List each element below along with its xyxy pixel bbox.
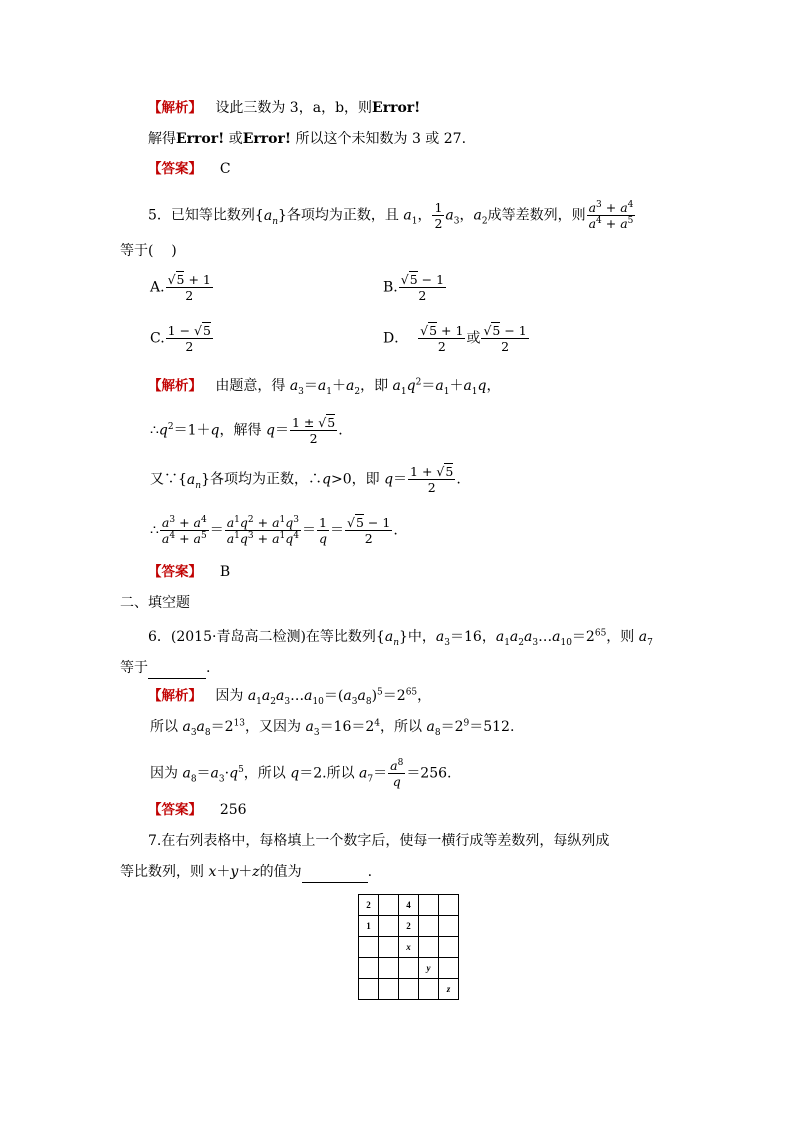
grid-cell [379, 937, 399, 958]
grid-cell: x [399, 937, 419, 958]
answer-tag: 【答案】 [148, 564, 202, 580]
q5-analysis-line1: 【解析】 由题意，得 $a_3=a_1+a_2$，即 $a_1q^2=a_1+a_1q$， [148, 377, 501, 397]
option-den: 2 [185, 339, 194, 354]
q5-stem-mid2: 成等差数列，则 [487, 207, 586, 224]
q6-analysis-line3: 因为 $a_8=a_3\cdot q^5$，所以 q＝2.所以 $a_7=$ $\frac{a^8}{q}$ ＝256. [150, 757, 452, 789]
grid-row [359, 937, 459, 958]
q5-answer-line [148, 562, 230, 582]
q6-analysis-text: 因为 [215, 688, 248, 704]
grid-cell [419, 916, 439, 937]
answer-tag: 【答案】 [148, 161, 202, 177]
option-c: C. $\frac{1 - √5}{2}$ [150, 323, 211, 354]
therefore-symbol: ∴ [150, 422, 159, 439]
q6-answer: 256 [219, 802, 247, 818]
grid-cell [439, 895, 459, 916]
q5-analysis-text: }各项均为正数，∴ [201, 471, 322, 488]
q5-analysis-text: ，即 [360, 378, 393, 394]
q6-stem-mid: }中， [398, 629, 436, 645]
grid-cell [399, 979, 419, 1000]
fill-blank[interactable] [148, 658, 206, 679]
grid-row [359, 895, 459, 916]
q4-analysis-text: 设此三数为 3，a，b，则 [215, 100, 373, 116]
q6-equals: 等于 [120, 660, 148, 676]
q6-stem-line: 6．(2015·青岛高二检测)在等比数列$\{a_n\}$中，$a_3=16$，$a_1a_2a_3\dots a_{10}=2^{65}$，则 $a_7$ [148, 628, 653, 648]
grid-cell [439, 937, 459, 958]
q7-stem-text: 的值为 [259, 864, 302, 880]
q5-analysis-text: 又∵{ [150, 471, 187, 488]
q5-analysis-text: ，即 [351, 471, 385, 488]
option-label: C. [150, 330, 165, 347]
q4-answer: C [219, 161, 231, 177]
grid-cell [439, 958, 459, 979]
option-den: 2 [185, 288, 194, 303]
q5-stem-tail [120, 241, 177, 261]
q7-stem-line2: 等比数列，则 x＋y＋z的值为 . [120, 862, 372, 883]
q5-analysis-line4: ∴ $\frac{a^3 + a^4}{a^4 + a^5}$ ＝ $\frac{a^1q^2 + a^1q^3}{a^1q^3 + a^1q^4}$ ＝ $\frac{1}{q}$ ＝ $\frac{√5 - 1}{2}$ . [150, 514, 398, 546]
q5-analysis-line3: 又$\because\{a_n\}$各项均为正数，∴q>0，即 q＝ $\frac{1 + √5}{2}$ . [150, 464, 461, 495]
option-or: 或 [466, 330, 481, 347]
q6-stem-tail: ，则 [606, 629, 639, 645]
q4-answer-line [148, 159, 231, 179]
q4-solve-prefix: 解得 [148, 131, 176, 147]
q5-analysis-text: ，解得 [219, 422, 266, 439]
q5-analysis-line2: $\therefore q^2=1+q$，解得 q＝ $\frac{1 \pm √5}{2}$ . [150, 415, 343, 446]
grid-cell [379, 916, 399, 937]
q7-stem-text: 等比数列，则 [120, 864, 209, 880]
fill-blank[interactable] [302, 862, 368, 883]
q6-analysis-text: ，又因为 [245, 719, 306, 735]
q6-answer-line [148, 800, 247, 820]
grid-cell: z [439, 979, 459, 1000]
grid-cell [419, 895, 439, 916]
q6-analysis-text: ，所以 [243, 765, 291, 782]
grid-cell [419, 979, 439, 1000]
grid-cell [399, 958, 419, 979]
q6-analysis-text: 因为 [150, 765, 183, 782]
grid-cell [439, 916, 459, 937]
q5-equals: 等于( [120, 243, 154, 259]
q6-analysis-text: 所以 [150, 719, 183, 735]
grid-cell [359, 958, 379, 979]
q5-answer: B [219, 564, 231, 580]
grid-cell [379, 958, 399, 979]
grid-cell [359, 979, 379, 1000]
grid-row [359, 958, 459, 979]
q5-stem-prefix: 5．已知等比数列{ [148, 207, 264, 224]
option-a: A. $\frac{√5 + 1}{2}$ [150, 272, 211, 303]
q4-conclusion: 所以这个未知数为 3 或 27. [295, 131, 467, 147]
error-text: Error! [372, 100, 421, 116]
option-label: B. [383, 279, 398, 296]
grid-cell: y [419, 958, 439, 979]
q6-analysis-line1: 【解析】 因为 $a_1a_2a_3\dots a_{10}=(a_3a_8)^5=2^{65}$， [148, 687, 432, 707]
grid-cell: 4 [399, 895, 419, 916]
option-b: B. $\frac{√5 - 1}{2}$ [383, 272, 445, 303]
q5-analysis-text: 由题意，得 [215, 378, 290, 394]
grid-cell: 2 [359, 895, 379, 916]
q5-stem-line: 5．已知等比数列$\{a_n\}$各项均为正数，且 $a_1$， $\frac{1}{2}$ $a_3$，$a_2$成等差数列，则 $\frac{a^3 + a^4}{a^4 + a^5}$ [148, 199, 634, 231]
q7-stem-line1: 7.在右列表格中，每格填上一个数字后，使每一横行成等差数列，每纵列成 [148, 833, 610, 849]
analysis-tag: 【解析】 [148, 688, 202, 704]
number-grid-table [358, 894, 459, 1000]
grid-row [359, 916, 459, 937]
q4-analysis-line [148, 98, 420, 118]
q6-blank-line [120, 658, 210, 679]
option-label: D． [383, 330, 409, 347]
option-den: 2 [437, 339, 446, 354]
error-text: Error! [242, 131, 292, 147]
error-text: Error! [176, 131, 225, 147]
q6-stem-prefix: 6．(2015·青岛高二检测)在等比数列{ [148, 629, 385, 645]
q6-analysis-text: ，所以 [380, 719, 427, 735]
option-label: A. [150, 279, 165, 296]
analysis-tag: 【解析】 [148, 378, 202, 394]
q5-paren: ) [171, 243, 177, 259]
grid-cell [379, 979, 399, 1000]
period: . [367, 864, 373, 880]
grid-cell [359, 937, 379, 958]
period: . [206, 660, 211, 676]
q6-analysis-line2: 所以 $a_3a_8=2^{13}$，又因为 $a_3=16=2^4$，所以 $a_8=2^9=512$. [150, 718, 515, 738]
option-den: 2 [418, 288, 427, 303]
grid-cell: 1 [359, 916, 379, 937]
grid-cell [419, 937, 439, 958]
analysis-tag: 【解析】 [148, 100, 202, 116]
grid-cell [379, 895, 399, 916]
q4-or: 或 [228, 131, 243, 147]
grid-cell: 2 [399, 916, 419, 937]
q6-analysis-text: 所以 [326, 765, 360, 782]
q4-solution-line [148, 129, 466, 149]
q5-stem-mid: }各项均为正数，且 [277, 207, 404, 224]
option-d: D． $\frac{√5 + 1}{2}$ 或 $\frac{√5 - 1}{2}$ [383, 323, 527, 354]
grid-row [359, 979, 459, 1000]
answer-tag: 【答案】 [148, 802, 202, 818]
section-title: 二、填空题 [120, 595, 190, 611]
